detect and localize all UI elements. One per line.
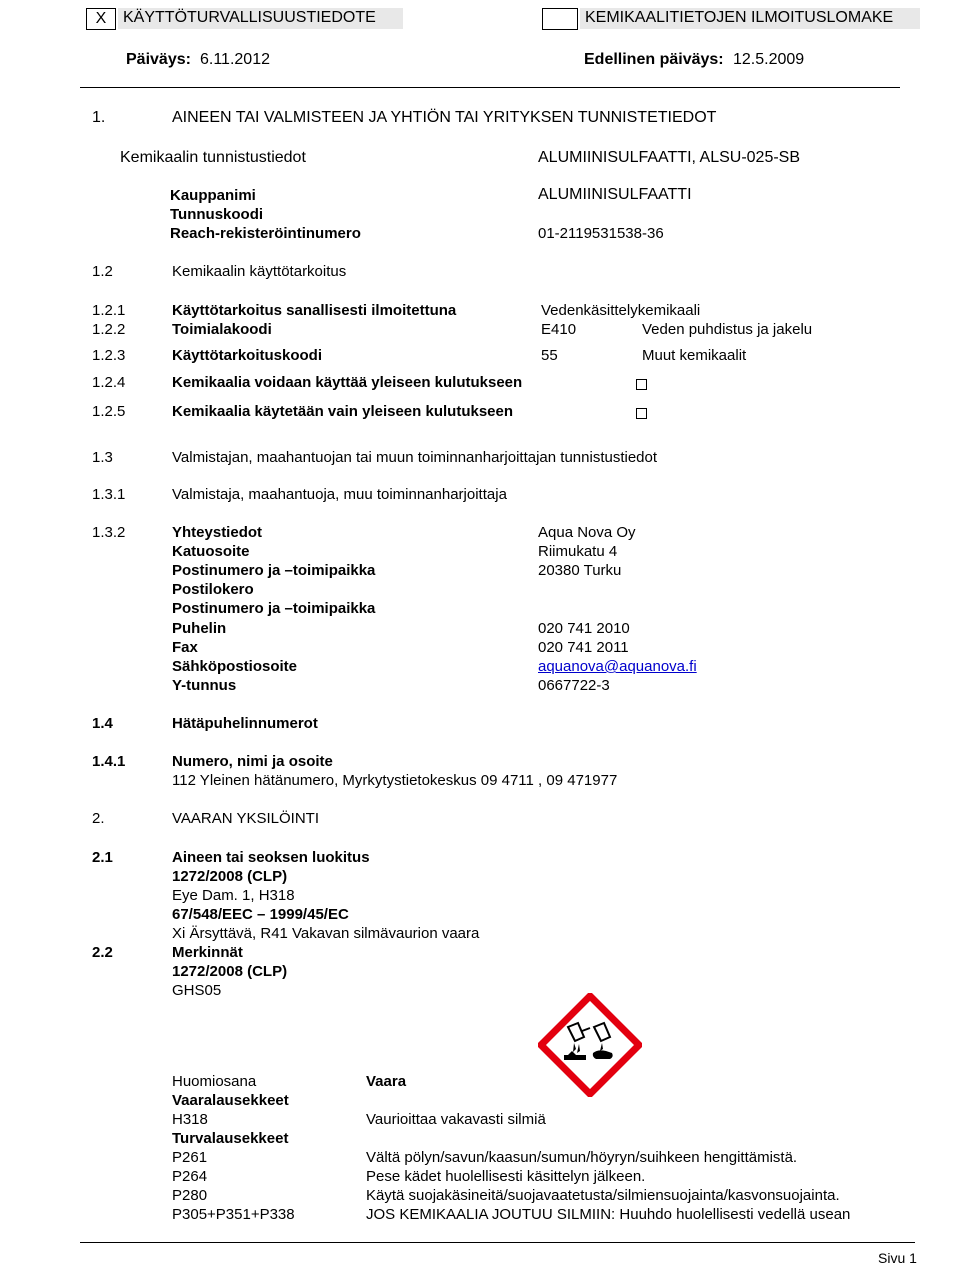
row-1-2-1-value: Vedenkäsittelykemikaali	[541, 302, 701, 319]
ghs-code: GHS05	[172, 982, 222, 999]
eec-classification: Xi Ärsyttävä, R41 Vakavan silmävaurion vaara	[172, 925, 480, 942]
section-1-2-number: 1.2	[92, 263, 113, 280]
section-1-title: AINEEN TAI VALMISTEEN JA YHTIÖN TAI YRITYKSEN TUNNISTETIEDOT	[172, 109, 717, 126]
row-1-2-5-checkbox[interactable]	[636, 408, 647, 419]
precaution-text: Vältä pölyn/savun/kaasun/sumun/höyryn/suihkeen hengittämistä.	[366, 1149, 798, 1166]
section-1-4-title: Hätäpuhelinnumerot	[172, 715, 318, 732]
precaution-text: Käytä suojakäsineitä/suojavaatetusta/silmiensuojainta/kasvonsuojainta.	[366, 1187, 840, 1204]
hazard-code: H318	[172, 1111, 208, 1128]
row-1-2-2-number: 1.2.2	[92, 321, 126, 338]
row-1-2-5-number: 1.2.5	[92, 403, 126, 420]
signal-word-label: Huomiosana	[172, 1073, 257, 1090]
eec-directive: 67/548/EEC – 1999/45/EC	[172, 906, 349, 923]
section-1-4-1-title: Numero, nimi ja osoite	[172, 753, 333, 770]
email-link[interactable]: aquanova@aquanova.fi	[538, 658, 697, 675]
row-1-2-5-label: Kemikaalia käytetään vain yleiseen kulutukseen	[172, 403, 514, 420]
sds-label: KÄYTTÖTURVALLISUUSTIEDOTE	[118, 8, 403, 29]
sds-checkbox[interactable]: X	[86, 8, 116, 30]
section-2-1-number: 2.1	[92, 849, 113, 866]
section-1-3-title: Valmistajan, maahantuojan tai muun toiminnanharjoittajan tunnistustiedot	[172, 449, 658, 466]
street-label: Katuosoite	[172, 543, 250, 560]
section-1-2-title: Kemikaalin käyttötarkoitus	[172, 263, 347, 280]
row-1-2-4-label: Kemikaalia voidaan käyttää yleiseen kulutukseen	[172, 374, 523, 391]
section-2-number: 2.	[92, 810, 105, 827]
contact-value: Aqua Nova Oy	[538, 524, 636, 541]
prev-date-label: Edellinen päiväys:	[584, 51, 724, 68]
postcode-label: Postinumero ja –toimipaikka	[172, 562, 376, 579]
contact-label: Yhteystiedot	[172, 524, 263, 541]
business-id-value: 0667722-3	[538, 677, 610, 694]
section-1-3-1-number: 1.3.1	[92, 486, 126, 503]
precaution-text: Pese kädet huolellisesti käsittelyn jälkeen.	[366, 1168, 646, 1185]
precaution-code: P261	[172, 1149, 208, 1166]
row-1-2-1-number: 1.2.1	[92, 302, 126, 319]
signal-word-value: Vaara	[366, 1073, 407, 1090]
fax-value: 020 741 2011	[538, 639, 629, 656]
precaution-code: P280	[172, 1187, 208, 1204]
row-1-2-4-checkbox[interactable]	[636, 379, 647, 390]
row-1-2-1-label: Käyttötarkoitus sanallisesti ilmoitettuna	[172, 302, 457, 319]
hazard-text: Vaurioittaa vakavasti silmiä	[366, 1111, 546, 1128]
row-1-2-2-code: E410	[541, 321, 577, 338]
precaution-code: P305+P351+P338	[172, 1206, 295, 1223]
ident-label: Kemikaalin tunnistustiedot	[120, 149, 306, 166]
emergency-numbers: 112 Yleinen hätänumero, Myrkytystietokeskus 09 4711 , 09 471977	[172, 772, 618, 789]
section-2-2-number: 2.2	[92, 944, 113, 961]
reach-value: 01-2119531538-36	[538, 225, 664, 242]
section-2-1-title: Aineen tai seoksen luokitus	[172, 849, 370, 866]
ghs05-corrosion-icon	[538, 993, 642, 1097]
clp-regulation: 1272/2008 (CLP)	[172, 868, 288, 885]
reach-label: Reach-rekisteröintinumero	[170, 225, 361, 242]
clp-regulation-2: 1272/2008 (CLP)	[172, 963, 288, 980]
section-2-2-title: Merkinnät	[172, 944, 243, 961]
row-1-2-2-label: Toimialakoodi	[172, 321, 272, 338]
row-1-2-3-label: Käyttötarkoituskoodi	[172, 347, 323, 364]
section-1-3-1-title: Valmistaja, maahantuoja, muu toiminnanharjoittaja	[172, 486, 507, 503]
street-value: Riimukatu 4	[538, 543, 618, 560]
business-id-label: Y-tunnus	[172, 677, 237, 694]
row-1-2-4-number: 1.2.4	[92, 374, 126, 391]
page-number: Sivu 1	[878, 1250, 917, 1266]
row-1-2-3-desc: Muut kemikaalit	[642, 347, 747, 364]
section-1-3-number: 1.3	[92, 449, 113, 466]
row-1-2-3-number: 1.2.3	[92, 347, 126, 364]
fax-label: Fax	[172, 639, 198, 656]
phone-value: 020 741 2010	[538, 620, 630, 637]
pobox-postcode-label: Postinumero ja –toimipaikka	[172, 600, 376, 617]
pobox-label: Postilokero	[172, 581, 254, 598]
date-value: 6.11.2012	[200, 51, 270, 68]
section-1-number: 1.	[92, 109, 106, 126]
precaution-code: P264	[172, 1168, 208, 1185]
code-label: Tunnuskoodi	[170, 206, 264, 223]
clp-classification: Eye Dam. 1, H318	[172, 887, 295, 904]
section-2-title: VAARAN YKSILÖINTI	[172, 810, 319, 827]
row-1-2-2-desc: Veden puhdistus ja jakelu	[642, 321, 813, 338]
hazard-statements-heading: Vaaralausekkeet	[172, 1092, 289, 1109]
notice-label: KEMIKAALITIETOJEN ILMOITUSLOMAKE	[580, 8, 920, 29]
email-label: Sähköpostiosoite	[172, 658, 298, 675]
header-divider	[80, 87, 900, 88]
prev-date-value: 12.5.2009	[733, 51, 805, 68]
section-1-4-1-number: 1.4.1	[92, 753, 126, 770]
trade-name-value: ALUMIINISULFAATTI	[538, 186, 692, 203]
phone-label: Puhelin	[172, 620, 227, 637]
precaution-text: JOS KEMIKAALIA JOUTUU SILMIIN: Huuhdo huolellisesti vedellä usean	[366, 1206, 851, 1223]
precaution-statements-heading: Turvalausekkeet	[172, 1130, 289, 1147]
section-1-4-number: 1.4	[92, 715, 113, 732]
footer-divider	[80, 1242, 915, 1243]
row-1-2-3-code: 55	[541, 347, 558, 364]
notice-checkbox[interactable]	[542, 8, 578, 30]
date-label: Päiväys:	[126, 51, 191, 68]
trade-name-label: Kauppanimi	[170, 187, 256, 204]
postcode-value: 20380 Turku	[538, 562, 622, 579]
section-1-3-2-number: 1.3.2	[92, 524, 126, 541]
ident-value: ALUMIINISULFAATTI, ALSU-025-SB	[538, 149, 801, 166]
